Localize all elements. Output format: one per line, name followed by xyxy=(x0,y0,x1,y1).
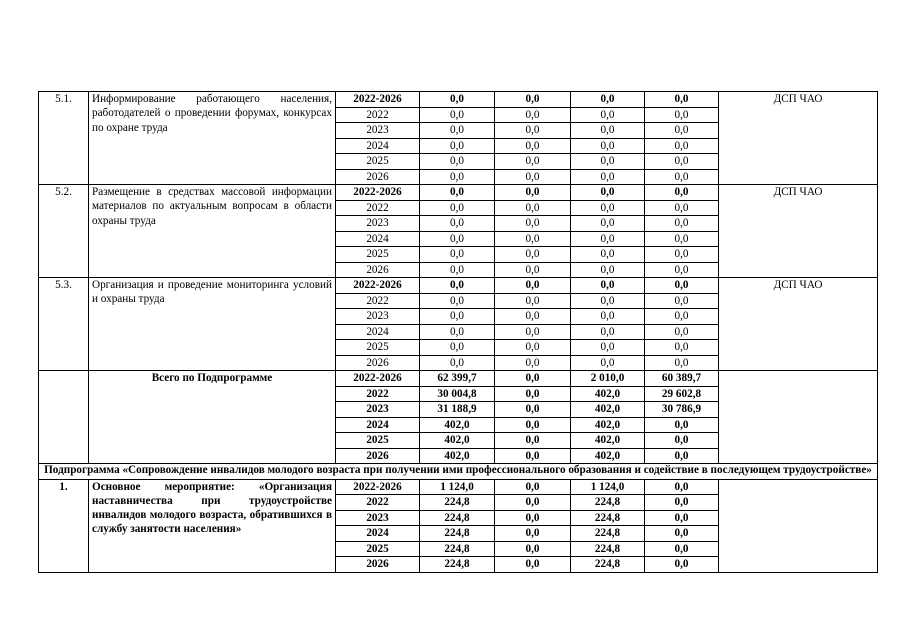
amount-cell: 0,0 xyxy=(420,92,495,108)
executor-cell xyxy=(719,479,878,572)
amount-cell: 0,0 xyxy=(420,309,495,325)
amount-cell: 0,0 xyxy=(645,107,719,123)
amount-cell: 0,0 xyxy=(645,247,719,263)
amount-cell: 0,0 xyxy=(495,231,571,247)
amount-cell: 0,0 xyxy=(571,138,645,154)
amount-cell: 0,0 xyxy=(645,448,719,464)
amount-cell: 0,0 xyxy=(645,185,719,201)
amount-cell: 402,0 xyxy=(420,448,495,464)
amount-cell: 0,0 xyxy=(645,154,719,170)
amount-cell: 0,0 xyxy=(571,92,645,108)
amount-cell: 0,0 xyxy=(420,262,495,278)
amount-cell: 0,0 xyxy=(495,123,571,139)
amount-cell: 62 399,7 xyxy=(420,371,495,387)
amount-cell: 224,8 xyxy=(571,526,645,542)
amount-cell: 0,0 xyxy=(495,402,571,418)
amount-cell: 0,0 xyxy=(571,123,645,139)
event-description: Основное мероприятие: «Организация наставничества при трудоустройстве инвалидов молодого возраста, обратившихся в службу занятости населения» xyxy=(89,479,336,572)
amount-cell: 0,0 xyxy=(495,386,571,402)
amount-cell: 0,0 xyxy=(495,200,571,216)
amount-cell: 0,0 xyxy=(645,169,719,185)
year-cell: 2022 xyxy=(336,200,420,216)
row-number: 5.1. xyxy=(39,92,89,185)
amount-cell: 0,0 xyxy=(645,355,719,371)
amount-cell: 0,0 xyxy=(495,417,571,433)
event-description: Организация и проведение мониторинга условий и охраны труда xyxy=(89,278,336,371)
amount-cell: 0,0 xyxy=(495,479,571,495)
amount-cell: 0,0 xyxy=(495,557,571,573)
amount-cell: 0,0 xyxy=(645,138,719,154)
amount-cell: 0,0 xyxy=(420,200,495,216)
amount-cell: 224,8 xyxy=(571,541,645,557)
amount-cell: 0,0 xyxy=(645,123,719,139)
amount-cell: 0,0 xyxy=(495,293,571,309)
event-description: Информирование работающего населения, работодателей о проведении форумах, конкурсах по охране труда xyxy=(89,92,336,185)
amount-cell: 0,0 xyxy=(645,92,719,108)
amount-cell: 0,0 xyxy=(495,154,571,170)
total-row xyxy=(39,371,878,387)
amount-cell: 0,0 xyxy=(645,557,719,573)
amount-cell: 0,0 xyxy=(645,417,719,433)
year-cell: 2022 xyxy=(336,293,420,309)
year-cell: 2022 xyxy=(336,386,420,402)
row-number xyxy=(39,371,89,464)
amount-cell: 0,0 xyxy=(571,355,645,371)
year-cell: 2022-2026 xyxy=(336,278,420,294)
year-cell: 2026 xyxy=(336,262,420,278)
amount-cell: 0,0 xyxy=(571,309,645,325)
amount-cell: 0,0 xyxy=(571,324,645,340)
executor-cell xyxy=(719,371,878,464)
amount-cell: 402,0 xyxy=(571,448,645,464)
year-cell: 2026 xyxy=(336,448,420,464)
amount-cell: 0,0 xyxy=(495,216,571,232)
amount-cell: 0,0 xyxy=(571,169,645,185)
amount-cell: 0,0 xyxy=(645,510,719,526)
year-cell: 2024 xyxy=(336,231,420,247)
amount-cell: 0,0 xyxy=(495,278,571,294)
amount-cell: 0,0 xyxy=(495,340,571,356)
amount-cell: 0,0 xyxy=(645,541,719,557)
program-table xyxy=(38,91,878,573)
section-heading: Подпрограмма «Сопровождение инвалидов молодого возраста при получении ими профессионального образования и содействие в последующем трудоустройстве» xyxy=(39,464,878,480)
amount-cell: 0,0 xyxy=(571,293,645,309)
amount-cell: 224,8 xyxy=(571,495,645,511)
year-cell: 2023 xyxy=(336,510,420,526)
amount-cell: 0,0 xyxy=(571,340,645,356)
amount-cell: 0,0 xyxy=(495,262,571,278)
amount-cell: 30 004,8 xyxy=(420,386,495,402)
amount-cell: 0,0 xyxy=(420,355,495,371)
row-number: 1. xyxy=(39,479,89,572)
amount-cell: 0,0 xyxy=(495,355,571,371)
amount-cell: 0,0 xyxy=(420,293,495,309)
amount-cell: 0,0 xyxy=(420,154,495,170)
amount-cell: 0,0 xyxy=(495,371,571,387)
amount-cell: 402,0 xyxy=(571,417,645,433)
amount-cell: 402,0 xyxy=(571,386,645,402)
amount-cell: 0,0 xyxy=(645,340,719,356)
amount-cell: 29 602,8 xyxy=(645,386,719,402)
section-heading-row xyxy=(39,464,878,480)
block-1-row xyxy=(39,92,878,108)
amount-cell: 224,8 xyxy=(571,557,645,573)
amount-cell: 0,0 xyxy=(495,138,571,154)
amount-cell: 0,0 xyxy=(495,541,571,557)
amount-cell: 0,0 xyxy=(495,309,571,325)
amount-cell: 0,0 xyxy=(420,216,495,232)
amount-cell: 0,0 xyxy=(495,324,571,340)
year-cell: 2024 xyxy=(336,526,420,542)
year-cell: 2023 xyxy=(336,402,420,418)
amount-cell: 0,0 xyxy=(571,107,645,123)
amount-cell: 60 389,7 xyxy=(645,371,719,387)
amount-cell: 0,0 xyxy=(645,324,719,340)
amount-cell: 31 188,9 xyxy=(420,402,495,418)
amount-cell: 0,0 xyxy=(645,231,719,247)
total-label: Всего по Подпрограмме xyxy=(89,371,336,464)
amount-cell: 0,0 xyxy=(571,185,645,201)
year-cell: 2025 xyxy=(336,340,420,356)
amount-cell: 402,0 xyxy=(571,433,645,449)
block-2-row xyxy=(39,185,878,201)
year-cell: 2023 xyxy=(336,309,420,325)
amount-cell: 0,0 xyxy=(495,495,571,511)
amount-cell: 0,0 xyxy=(495,433,571,449)
amount-cell: 0,0 xyxy=(571,200,645,216)
year-cell: 2022-2026 xyxy=(336,185,420,201)
amount-cell: 0,0 xyxy=(420,138,495,154)
amount-cell: 0,0 xyxy=(420,107,495,123)
amount-cell: 0,0 xyxy=(571,154,645,170)
year-cell: 2023 xyxy=(336,216,420,232)
amount-cell: 0,0 xyxy=(420,231,495,247)
amount-cell: 0,0 xyxy=(645,293,719,309)
main-event-row xyxy=(39,479,878,495)
amount-cell: 0,0 xyxy=(571,262,645,278)
amount-cell: 1 124,0 xyxy=(571,479,645,495)
amount-cell: 224,8 xyxy=(420,510,495,526)
amount-cell: 0,0 xyxy=(420,247,495,263)
table-body xyxy=(39,92,878,573)
amount-cell: 2 010,0 xyxy=(571,371,645,387)
amount-cell: 0,0 xyxy=(645,309,719,325)
year-cell: 2025 xyxy=(336,247,420,263)
row-number: 5.2. xyxy=(39,185,89,278)
amount-cell: 0,0 xyxy=(495,107,571,123)
amount-cell: 402,0 xyxy=(420,433,495,449)
year-cell: 2022-2026 xyxy=(336,371,420,387)
amount-cell: 0,0 xyxy=(645,433,719,449)
amount-cell: 0,0 xyxy=(420,185,495,201)
block-3-row xyxy=(39,278,878,294)
year-cell: 2022 xyxy=(336,107,420,123)
year-cell: 2023 xyxy=(336,123,420,139)
amount-cell: 0,0 xyxy=(495,510,571,526)
amount-cell: 224,8 xyxy=(420,495,495,511)
amount-cell: 0,0 xyxy=(645,262,719,278)
amount-cell: 0,0 xyxy=(420,169,495,185)
amount-cell: 30 786,9 xyxy=(645,402,719,418)
executor-cell: ДСП ЧАО xyxy=(719,278,878,371)
amount-cell: 402,0 xyxy=(420,417,495,433)
year-cell: 2026 xyxy=(336,355,420,371)
amount-cell: 0,0 xyxy=(495,448,571,464)
amount-cell: 0,0 xyxy=(420,324,495,340)
executor-cell: ДСП ЧАО xyxy=(719,185,878,278)
year-cell: 2026 xyxy=(336,169,420,185)
amount-cell: 224,8 xyxy=(420,526,495,542)
amount-cell: 0,0 xyxy=(495,169,571,185)
amount-cell: 224,8 xyxy=(420,541,495,557)
amount-cell: 0,0 xyxy=(571,278,645,294)
executor-cell: ДСП ЧАО xyxy=(719,92,878,185)
year-cell: 2022 xyxy=(336,495,420,511)
amount-cell: 224,8 xyxy=(420,557,495,573)
amount-cell: 0,0 xyxy=(645,200,719,216)
amount-cell: 0,0 xyxy=(420,278,495,294)
amount-cell: 0,0 xyxy=(645,216,719,232)
year-cell: 2024 xyxy=(336,324,420,340)
event-description: Размещение в средствах массовой информации материалов по актуальным вопросам в области охраны труда xyxy=(89,185,336,278)
year-cell: 2022-2026 xyxy=(336,92,420,108)
amount-cell: 0,0 xyxy=(571,216,645,232)
amount-cell: 0,0 xyxy=(645,495,719,511)
amount-cell: 0,0 xyxy=(420,340,495,356)
row-number: 5.3. xyxy=(39,278,89,371)
amount-cell: 0,0 xyxy=(645,278,719,294)
year-cell: 2025 xyxy=(336,433,420,449)
year-cell: 2026 xyxy=(336,557,420,573)
year-cell: 2025 xyxy=(336,541,420,557)
amount-cell: 1 124,0 xyxy=(420,479,495,495)
amount-cell: 0,0 xyxy=(495,185,571,201)
year-cell: 2024 xyxy=(336,417,420,433)
amount-cell: 0,0 xyxy=(495,247,571,263)
amount-cell: 0,0 xyxy=(495,92,571,108)
amount-cell: 0,0 xyxy=(645,479,719,495)
year-cell: 2022-2026 xyxy=(336,479,420,495)
amount-cell: 0,0 xyxy=(495,526,571,542)
year-cell: 2025 xyxy=(336,154,420,170)
amount-cell: 402,0 xyxy=(571,402,645,418)
amount-cell: 0,0 xyxy=(420,123,495,139)
amount-cell: 0,0 xyxy=(645,526,719,542)
amount-cell: 0,0 xyxy=(571,247,645,263)
amount-cell: 224,8 xyxy=(571,510,645,526)
year-cell: 2024 xyxy=(336,138,420,154)
amount-cell: 0,0 xyxy=(571,231,645,247)
